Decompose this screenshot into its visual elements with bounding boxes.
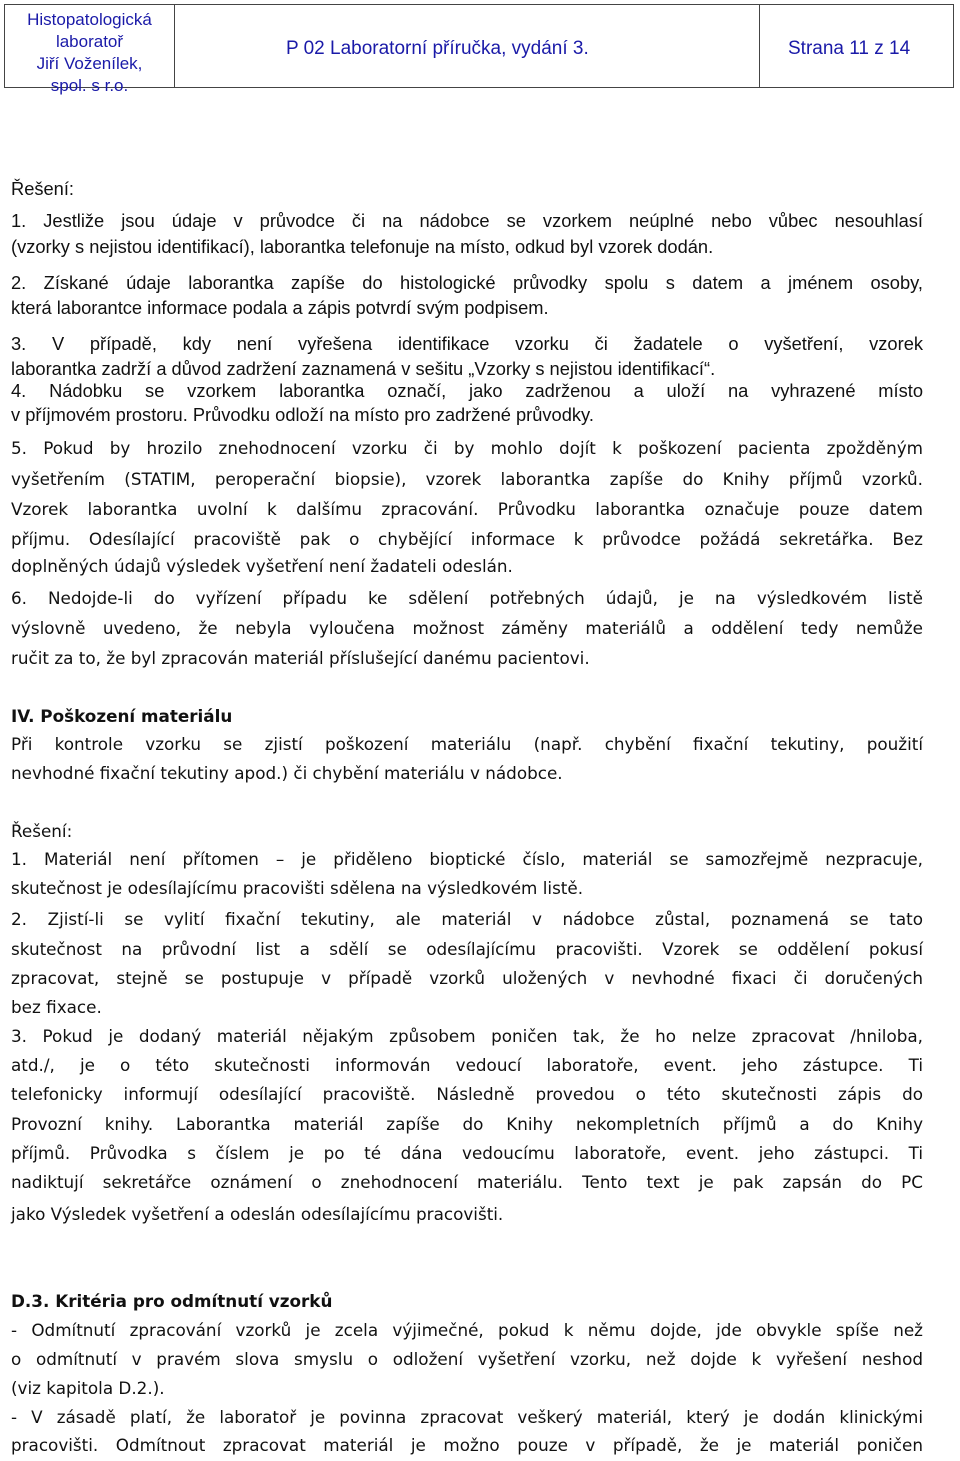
s2-item3-line2: atd./, je o této skutečnosti informován vedoucí laboratoře, event. jeho zástupce. Ti [11, 1055, 923, 1075]
s1-item5-line3: Vzorek laborantka uvolní k dalšímu zpracování. Průvodku laborantka označuje pouze datem [11, 499, 923, 519]
s3-p1-line1: - Odmítnutí zpracování vzorků je zcela výjimečné, pokud k němu dojde, jde obvykle spíše než [11, 1320, 923, 1340]
s2-item2-line1: 2. Zjistí-li se vylití fixační tekutiny, ale materiál v nádobce zůstal, poznamená se tato [11, 909, 923, 929]
s1-item1-line1: 1. Jestliže jsou údaje v průvodce či na nádobce se vzorkem neúplné nebo vůbec nesouhlasí [11, 210, 923, 231]
solution-heading-1: Řešení: [11, 178, 75, 199]
s1-item4-line2: v příjmovém prostoru. Průvodku odloží na místo pro zadržené průvodky. [11, 404, 594, 425]
s2-item3-line1: 3. Pokud je dodaný materiál nějakým způsobem poničen tak, že ho nelze zpracovat /hniloba, [11, 1026, 923, 1046]
s2-item2-line3: zpracovat, stejně se postupuje v případě vzorků uložených v nevhodné fixaci či doručených [11, 968, 923, 988]
page-header [4, 4, 954, 95]
s1-item2-line1: 2. Získané údaje laborantka zapíše do histologické průvodky spolu s datem a jménem osoby, [11, 272, 923, 293]
s2-item1-line2: skutečnost je odesílajícímu pracovišti sdělena na výsledkovém listě. [11, 878, 584, 898]
section-heading-rejection: D.3. Kritéria pro odmítnutí vzorků [11, 1291, 333, 1311]
s3-p1-line2: o odmítnutí v pravém slova smyslu o odložení vyšetření vzorku, než dojde k vyřešení neshod [11, 1349, 923, 1369]
s1-item6-line2: výslovně uvedeno, že nebyla vyloučena možnost záměny materiálů a oddělení tedy nemůže [11, 618, 923, 638]
s2-item3-line5: příjmů. Průvodka s číslem je po té dána vedoucímu laboratoře, event. jeho zástupci. Ti [11, 1143, 923, 1163]
s2-item2-line4: bez fixace. [11, 997, 102, 1017]
s2-item1-line1: 1. Materiál není přítomen – je přiděleno bioptické číslo, materiál se samozřejmě nezpracuje, [11, 849, 923, 869]
s2-item2-line2: skutečnost na průvodní list a sdělí se odesílajícímu pracovišti. Vzorek se oddělení pokusí [11, 939, 923, 959]
s1-item5-line2: vyšetřením (STATIM, peroperační biopsie), vzorek laborantka zapíše do Knihy příjmů vzorků. [11, 469, 923, 489]
org-name-line3: Jiří Voženílek, [36, 54, 143, 73]
organization-cell [5, 5, 175, 95]
page-number: Strana 11 z 14 [788, 38, 911, 59]
s1-item6-line1: 6. Nedojde-li do vyřízení případu ke sdělení potřebných údajů, je na výsledkovém listě [11, 588, 923, 608]
s1-item5-line5: doplněných údajů výsledek vyšetření není žadateli odeslán. [11, 556, 513, 576]
solution-heading-2: Řešení: [11, 821, 73, 841]
s1-item5-line1: 5. Pokud by hrozilo znehodnocení vzorku či by mohlo dojít k poškození pacienta zpožděným [11, 438, 923, 458]
s1-item3-line1: 3. V případě, kdy není vyřešena identifikace vzorku či žadatele o vyšetření, vzorek [11, 333, 923, 354]
s1-item1-line2: (vzorky s nejistou identifikací), laborantka telefonuje na místo, odkud byl vzorek dodán. [11, 236, 714, 257]
section-heading-damage: IV. Poškození materiálu [11, 706, 233, 726]
s1-item4-line1: 4. Nádobku se vzorkem laborantka označí, jako zadrženou a uloží na vyhrazené místo [11, 380, 923, 401]
s3-p2-line2: pracovišti. Odmítnout zpracovat materiál je možno pouze v případě, že je materiál poničen [11, 1435, 923, 1455]
document-title: P 02 Laboratorní příručka, vydání 3. [175, 5, 760, 87]
s3-p1-line3: (viz kapitola D.2.). [11, 1378, 165, 1398]
s2-intro-line1: Při kontrole vzorku se zjistí poškození materiálu (např. chybění fixační tekutiny, použití [11, 734, 923, 754]
s2-item3-line6: nadiktují sekretářce oznámení o znehodnocení materiálu. Tento text je pak zapsán do PC [11, 1172, 923, 1192]
org-name-line4: spol. s r.o. [50, 76, 129, 95]
s2-item3-line3: telefonicky informují odesílající pracoviště. Následně provedou o této skutečnosti zápis do [11, 1084, 923, 1104]
s2-intro-line2: nevhodné fixační tekutiny apod.) či chybění materiálu v nádobce. [11, 763, 563, 783]
s1-item3-line2: laborantka zadrží a důvod zadržení zaznamená v sešitu „Vzorky s nejistou identifikací“. [11, 358, 716, 379]
org-name-line1: Histopatologická [27, 10, 152, 29]
s3-p2-line1: - V zásadě platí, že laboratoř je povinna zpracovat veškerý materiál, který je dodán klinickými [11, 1407, 923, 1427]
s1-item2-line2: která laborantce informace podala a zápis potvrdí svým podpisem. [11, 297, 549, 318]
s2-item3-line4: Provozní knihy. Laborantka materiál zapíše do Knihy nekompletních příjmů a do Knihy [11, 1114, 923, 1134]
s2-item3-line7: jako Výsledek vyšetření a odeslán odesílajícímu pracovišti. [11, 1204, 504, 1224]
org-name-line2: laboratoř [55, 32, 124, 51]
s1-item6-line3: ručit za to, že byl zpracován materiál příslušející danému pacientovi. [11, 648, 590, 668]
s1-item5-line4: příjmu. Odesílající pracoviště pak o chybějící informace k průvodce požádá sekretářka. Bez [11, 529, 923, 549]
